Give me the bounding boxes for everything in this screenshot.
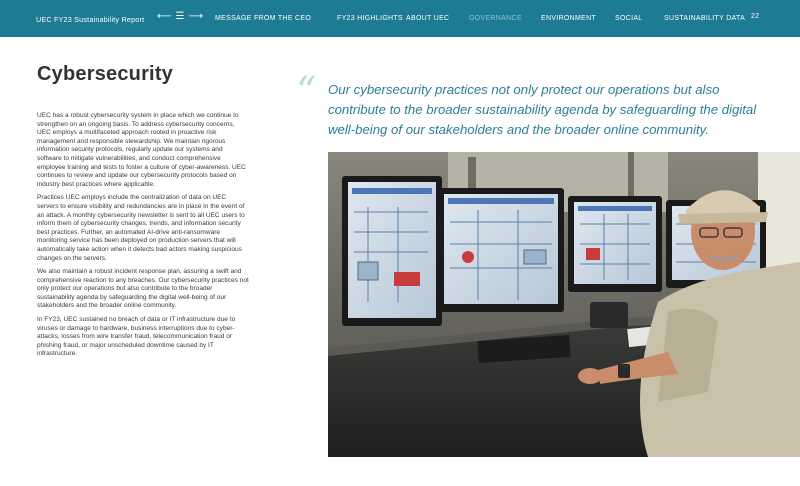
paragraph: Practices UEC employs include the centralization of data on UEC servers to ensure visibility and redundancies are in place in the event of an attack. A monthly cybersecurity newsletter is sent to all UEC users to inform them of cybersecurity changes, trends, and information security best practices. Further, an automated AI-drive anti-ransomware monitoring service has been deployed on production servers that will automatically take action when it detects bad actors making suspicious changes on the servers. [37, 194, 245, 262]
nav-item-about-uec[interactable]: ABOUT UEC [406, 15, 450, 22]
pull-quote: Our cybersecurity practices not only protect our operations but also contribute to the broader sustainability agenda by safeguarding the digital well-being of our stakeholders and the broader online community. [328, 82, 757, 137]
nav-item-environment[interactable]: ENVIRONMENT [541, 15, 597, 22]
control-room-illustration [328, 152, 800, 457]
body-text [37, 112, 249, 364]
menu-icon[interactable]: ☰ [175, 11, 185, 22]
nav-item-fy23-highlights[interactable]: FY23 HIGHLIGHTS [337, 15, 403, 22]
nav-item-sustainability-data[interactable]: SUSTAINABILITY DATA [664, 15, 746, 22]
paragraph: In FY23, UEC sustained no breach of data or IT infrastructure due to viruses or damage to hardware, business interruptions due to cyber-attacks, losses from wire transfer fraud, telecommunication fraud or phishing fraud, or major unscheduled downtime caused by IT infrastructure. [37, 316, 236, 358]
page-number: 22 [751, 13, 760, 20]
monitor [568, 196, 662, 292]
nav-controls [157, 11, 203, 23]
arrow-right-icon[interactable]: ⟶ [188, 11, 204, 22]
monitor [438, 188, 564, 312]
paragraph: We also maintain a robust incident response plan, assuring a swift and comprehensive reaction to any breaches. Our cybersecurity practices not only protect our operations but also contribute to the broader sustainability agenda by safeguarding the digital well-being of our stakeholders and the broader online community. [37, 268, 249, 310]
report-title[interactable]: UEC FY23 Sustainability Report [36, 15, 145, 24]
nav-item-governance[interactable]: GOVERNANCE [469, 15, 522, 22]
paragraph: UEC has a robust cybersecurity system in place which we continue to strengthen on an ongoing basis. To address cybersecurity concerns, UEC employs a multifaceted approach rooted in proactive risk management and responsible stewardship. We maintain rigorous information security protocols, regularly update our systems and software to mitigate vulnerabilities, and conduct comprehensive employee training and tests to foster a culture of cyber-awareness. UEC continues to review and update our cybersecurity protocols based on industry best practices where applicable. [37, 112, 246, 188]
monitor [342, 176, 442, 326]
nav-item-message-from-ceo[interactable]: MESSAGE FROM THE CEO [215, 15, 312, 22]
page-title: Cybersecurity [37, 63, 173, 85]
control-room-photo [328, 152, 800, 457]
arrow-left-icon[interactable]: ⟵ [157, 11, 172, 22]
nav-item-social[interactable]: SOCIAL [615, 15, 643, 22]
top-navigation-bar [0, 0, 800, 37]
quote-mark-icon: “ [296, 69, 317, 115]
